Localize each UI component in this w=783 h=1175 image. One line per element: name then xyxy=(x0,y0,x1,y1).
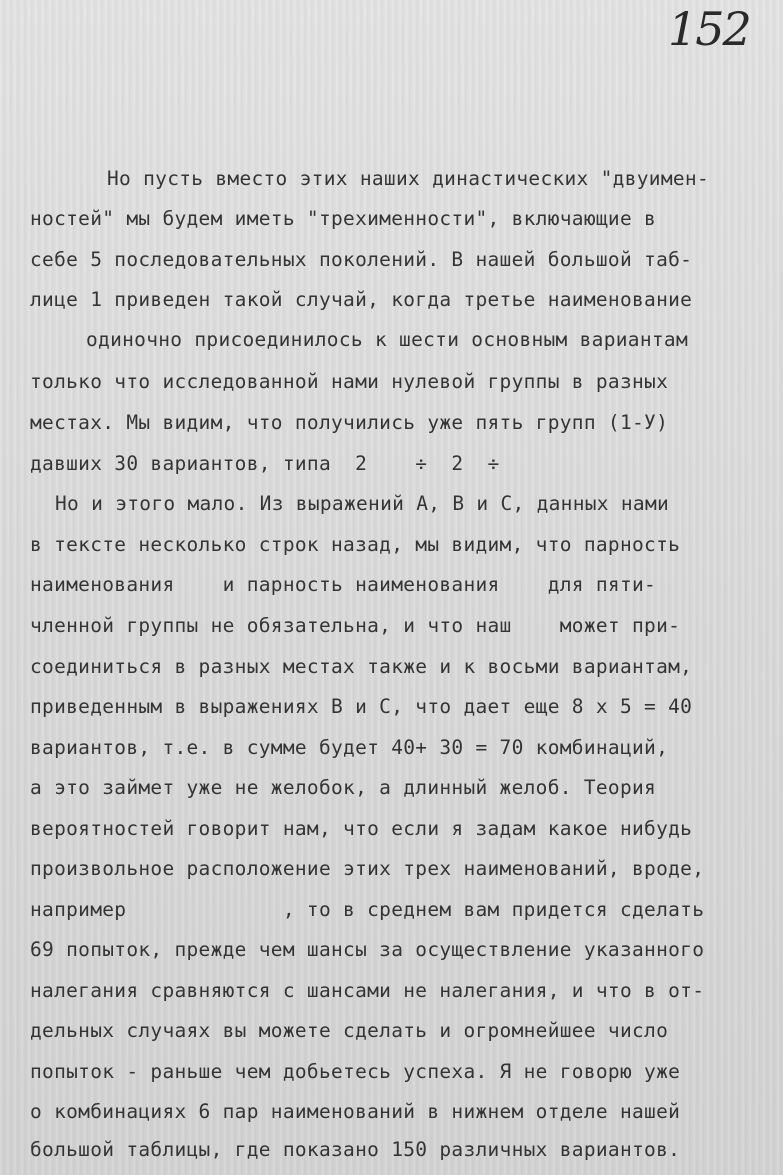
text-line: ностей" мы будем иметь "трехименности", включающие в xyxy=(30,207,657,230)
text-line: попыток - раньше чем добьетесь успеха. Я не говорю уже xyxy=(30,1060,681,1083)
text-line: наименования и парность наименования для пяти- xyxy=(30,573,657,596)
text-line: вероятностей говорит нам, что если я задам какое нибудь xyxy=(30,817,693,840)
text-line: дельных случаях вы можете сделать и огромнейшее число xyxy=(30,1019,669,1042)
text-line: местах. Мы видим, что получились уже пять групп (1-У) xyxy=(30,411,669,434)
text-line: одиночно присоединилось к шести основным вариантам xyxy=(86,328,688,351)
text-line: членной группы не обязательна, и что наш может при- xyxy=(30,614,681,637)
page-number: 152 xyxy=(668,2,750,56)
text-line: налегания сравняются с шансами не налегания, и что в от- xyxy=(30,979,705,1002)
text-line: большой таблицы, где показано 150 различных вариантов. xyxy=(30,1138,681,1161)
text-line: приведенным в выражениях В и С, что дает еще 8 х 5 = 40 xyxy=(30,695,693,718)
text-line: а это займет уже не желобок, а длинный желоб. Теория xyxy=(30,776,657,799)
text-line: давших 30 вариантов, типа 2 ÷ 2 ÷ xyxy=(30,452,500,475)
text-line: Но пусть вместо этих наших династических "двуимен- xyxy=(107,167,709,190)
text-line: только что исследованной нами нулевой группы в разных xyxy=(30,370,669,393)
text-line: например , то в среднем вам придется сделать xyxy=(30,898,705,921)
text-line: себе 5 последовательных поколений. В нашей большой таб- xyxy=(30,248,693,271)
text-line: Но и этого мало. Из выражений А, В и С, данных нами xyxy=(55,492,670,515)
text-line: о комбинациях 6 пар наименований в нижнем отделе нашей xyxy=(30,1100,681,1123)
text-line: соединиться в разных местах также и к восьми вариантам, xyxy=(30,655,693,678)
text-line: 69 попыток, прежде чем шансы за осуществление указанного xyxy=(30,938,705,961)
text-line: в тексте несколько строк назад, мы видим, что парность xyxy=(30,533,681,556)
text-line: лице 1 приведен такой случай, когда третье наименование xyxy=(30,288,693,311)
text-line: вариантов, т.е. в сумме будет 40+ 30 = 70 комбинаций, xyxy=(30,736,669,759)
text-line: произвольное расположение этих трех наименований, вроде, xyxy=(30,857,705,880)
